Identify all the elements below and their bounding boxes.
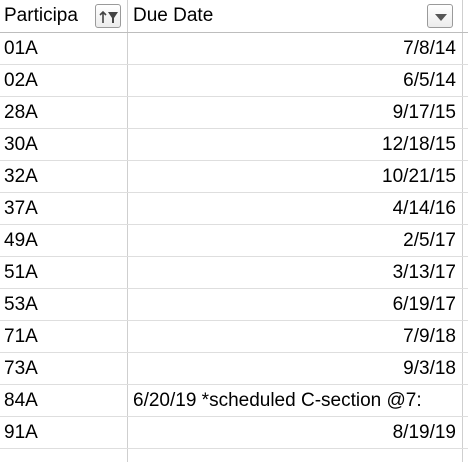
participant-cell[interactable]: 53A: [4, 294, 38, 315]
participant-cell[interactable]: 51A: [4, 262, 38, 283]
due-date-cell[interactable]: 9/3/18: [403, 358, 456, 379]
table-row[interactable]: [0, 193, 468, 225]
due-date-cell[interactable]: 6/20/19 *scheduled C-section @7:: [133, 390, 422, 411]
participant-cell[interactable]: 49A: [4, 230, 38, 251]
filter-dropdown-button[interactable]: [427, 4, 453, 28]
chevron-down-icon: [428, 5, 454, 29]
header-row: [0, 0, 468, 33]
due-date-cell[interactable]: 6/19/17: [392, 294, 456, 315]
due-date-cell[interactable]: 7/9/18: [403, 326, 456, 347]
participant-cell[interactable]: 91A: [4, 422, 38, 443]
participant-header[interactable]: Participa: [4, 5, 78, 26]
participant-cell[interactable]: 01A: [4, 38, 38, 59]
participant-cell[interactable]: 32A: [4, 166, 38, 187]
table-row[interactable]: [0, 97, 468, 129]
table-row[interactable]: [0, 385, 468, 417]
table-row[interactable]: [0, 417, 468, 449]
due-date-cell[interactable]: 2/5/17: [403, 230, 456, 251]
participant-cell[interactable]: 37A: [4, 198, 38, 219]
due-date-cell[interactable]: 4/14/16: [392, 198, 456, 219]
table-row[interactable]: [0, 161, 468, 193]
table-row[interactable]: [0, 33, 468, 65]
participant-cell[interactable]: 02A: [4, 70, 38, 91]
sort-filter-button[interactable]: [95, 4, 121, 28]
due-date-cell[interactable]: 12/18/15: [382, 134, 456, 155]
table-row[interactable]: [0, 289, 468, 321]
due-date-cell[interactable]: 7/8/14: [403, 38, 456, 59]
table-row[interactable]: [0, 353, 468, 385]
table-row[interactable]: [0, 129, 468, 161]
participant-cell[interactable]: 71A: [4, 326, 38, 347]
participant-cell[interactable]: 28A: [4, 102, 38, 123]
due-date-header[interactable]: Due Date: [133, 5, 214, 26]
table-row[interactable]: [0, 65, 468, 97]
due-date-cell[interactable]: 10/21/15: [382, 166, 456, 187]
due-date-cell[interactable]: 8/19/19: [392, 422, 456, 443]
sort-filter-icon: [96, 5, 122, 29]
due-date-cell[interactable]: 3/13/17: [392, 262, 456, 283]
table-row[interactable]: [0, 321, 468, 353]
participant-cell[interactable]: 73A: [4, 358, 38, 379]
table-row[interactable]: [0, 257, 468, 289]
due-date-cell[interactable]: 9/17/15: [392, 102, 456, 123]
due-date-cell[interactable]: 6/5/14: [403, 70, 456, 91]
participant-cell[interactable]: 84A: [4, 390, 38, 411]
participant-cell[interactable]: 30A: [4, 134, 38, 155]
table-row[interactable]: [0, 225, 468, 257]
